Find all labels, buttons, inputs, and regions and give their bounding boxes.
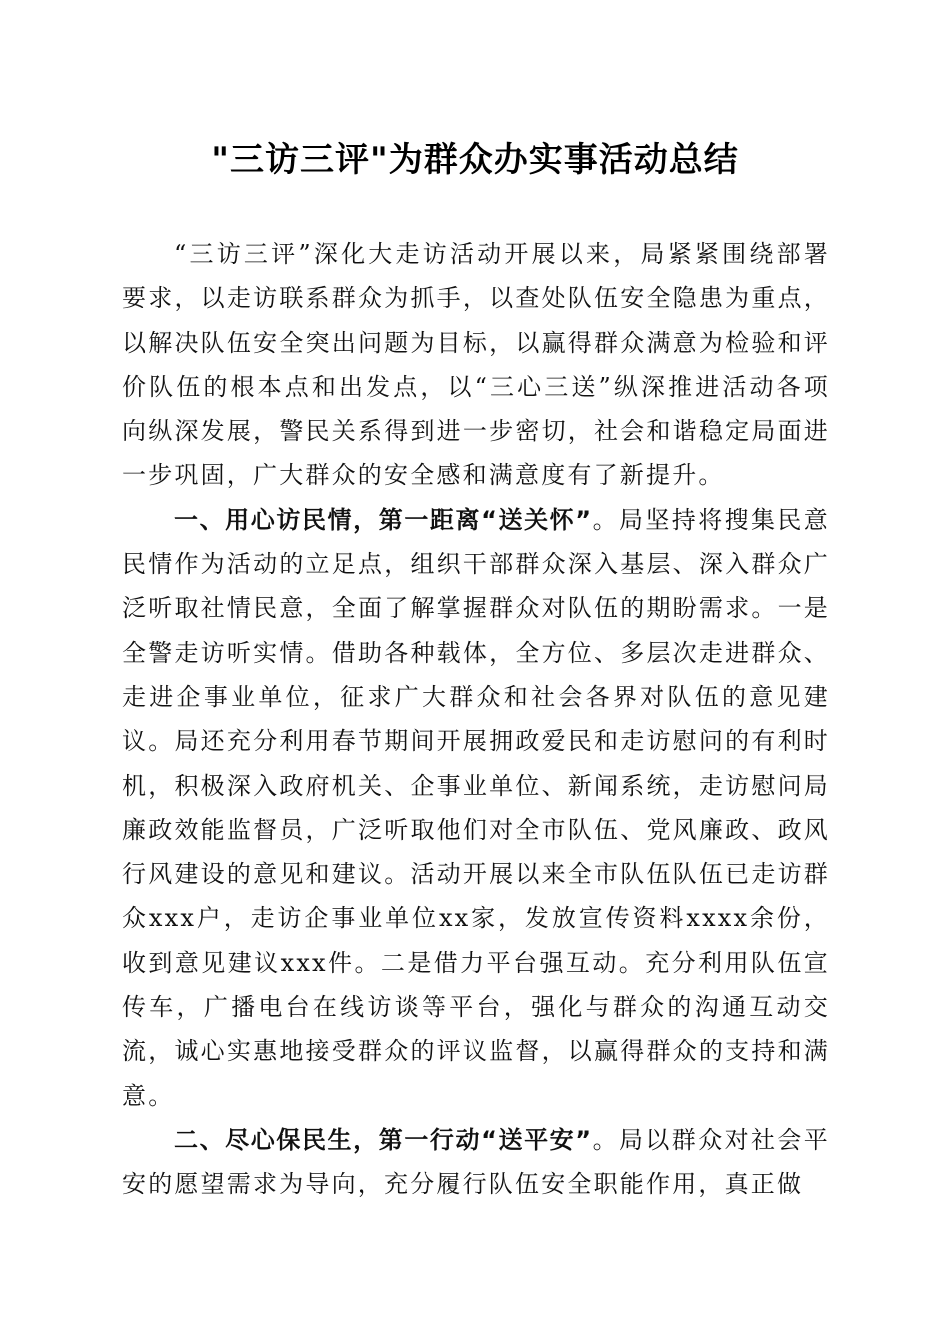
paragraph-intro [122, 232, 830, 498]
paragraph-text: “三访三评”深化大走访活动开展以来，局紧紧围绕部署要求，以走访联系群众为抓手，以查处队伍安全隐患为重点，以解决队伍安全突出问题为目标，以赢得群众满意为检验和评价队伍的根本点和出发点，以“三心三送”纵深推进活动各项向纵深发展，警民关系得到进一步密切，社会和谐稳定局面进一步巩固，广大群众的安全感和满意度有了新提升。 [122, 240, 830, 490]
section-heading: 一、用心访民情，第一距离“送关怀” [174, 505, 593, 534]
paragraph-section-2 [122, 1118, 830, 1207]
paragraph-section-1 [122, 498, 830, 1118]
paragraph-text: 。局以群众对社会平安的愿望需求为导向，充分履行队伍安全职能作用，真正做 [122, 1125, 830, 1199]
paragraph-text: 。局坚持将搜集民意民情作为活动的立足点，组织干部群众深入基层、深入群众广泛听取社情民意，全面了解掌握群众对队伍的期盼需求。一是全警走访听实情。借助各种载体，全方位、多层次走进群众、走进企事业单位，征求广大群众和社会各界对队伍的意见建议。局还充分利用春节期间开展拥政爱民和走访慰问的有利时机，积极深入政府机关、企事业单位、新闻系统，走访慰问局廉政效能监督员，广泛听取他们对全市队伍、党风廉政、政风行风建设的意见和建议。活动开展以来全市队伍队伍已走访群众xxx户，走访企事业单位xx家，发放宣传资料xxxx余份，收到意见建议xxx件。二是借力平台强互动。充分利用队伍宣传车，广播电台在线访谈等平台，强化与群众的沟通互动交流，诚心实惠地接受群众的评议监督，以赢得群众的支持和满意。 [122, 505, 830, 1110]
section-heading: 二、尽心保民生，第一行动“送平安” [174, 1125, 593, 1154]
document-body [122, 232, 830, 1207]
document-title: "三访三评"为群众办实事活动总结 [211, 140, 739, 180]
